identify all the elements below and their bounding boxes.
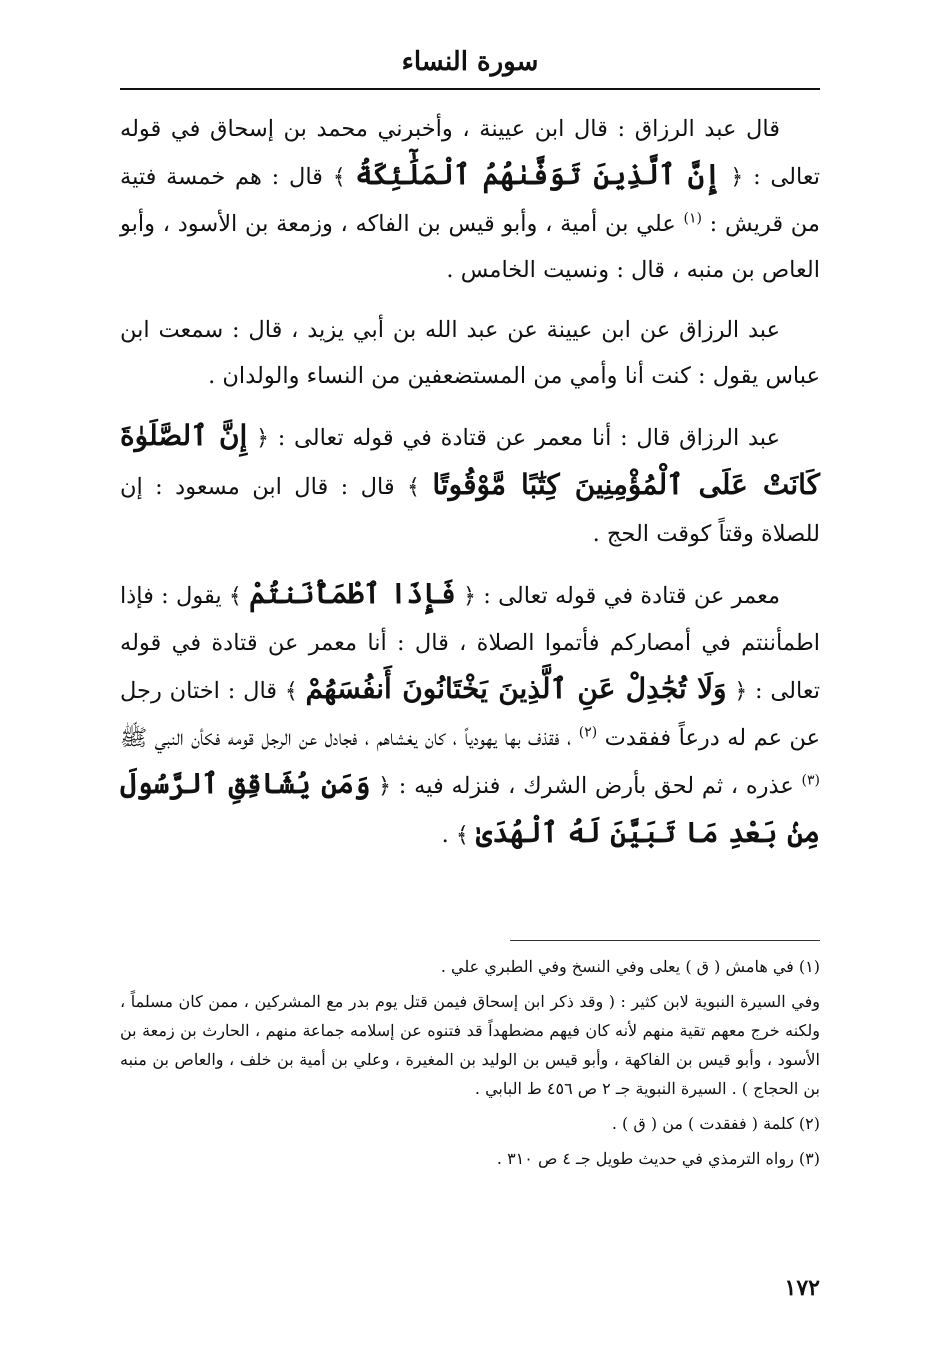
footnote-divider	[510, 940, 820, 941]
header-divider	[120, 88, 820, 90]
quran-close-bracket: ﴾	[332, 165, 346, 190]
quran-close-bracket: ﴾	[284, 679, 298, 704]
footnote-ref[interactable]: (٢)	[578, 724, 598, 741]
text-run: قال : هم خمسة فتية من قريش :	[120, 164, 820, 237]
footnote-ref[interactable]: (١)	[683, 210, 702, 227]
text-run: قال : اختان رجل عن عم له درعاً ففقدت	[120, 678, 820, 751]
quran-verse: فَإِذَا ٱطْمَأْنَنتُمْ	[249, 577, 456, 610]
quran-verse: إِنَّ ٱلَّذِينَ تَوَفَّىٰهُمُ ٱلْمَلَٰٓئِكَةُ	[355, 158, 721, 191]
paragraph-4	[120, 571, 820, 859]
text-run: معمر عن قتادة في قوله تعالى :	[476, 583, 780, 609]
quran-open-bracket: ﴿	[378, 774, 392, 799]
quran-open-bracket: ﴿	[463, 584, 476, 609]
quran-verse: وَمَن يُشَاقِقِ ٱلرَّسُولَ مِنۢ بَعْدِ مَا تَبَيَّنَ لَهُ ٱلْهُدَىٰ	[120, 767, 820, 849]
quran-verse: وَلَا تُجَٰدِلْ عَنِ ٱلَّذِينَ يَخْتَانُونَ أَنفُسَهُمْ	[305, 672, 727, 705]
text-run: قال : قال ابن مسعود : إن للصلاة وقتاً كوقت الحج .	[120, 474, 820, 547]
quran-close-bracket: ﴾	[455, 823, 469, 848]
page-number: ١٧٢	[784, 1275, 820, 1301]
running-header	[120, 40, 820, 84]
text-run: قال عبد الرزاق : قال ابن عيينة ، وأخبرني محمد بن إسحاق في قوله تعالى :	[120, 116, 821, 190]
footnote-ref[interactable]: (٣)	[801, 772, 821, 789]
text-run: عبد الرزاق عن ابن عيينة عن عبد الله بن أبي يزيد ، قال : سمعت ابن عباس يقول : كنت أنا وأمي من المستضعفين من النساء والولدان .	[120, 317, 820, 389]
text-run: عبد الرزاق قال : أنا معمر عن قتادة في قوله تعالى :	[268, 425, 780, 451]
text-run: يقول : فإذا اطمأننتم في أمصاركم فأتموا الصلاة ، قال : أنا معمر عن قتادة في قوله تعالى :	[120, 583, 821, 704]
paragraph-1	[120, 106, 820, 293]
paragraph-2	[120, 307, 820, 399]
quran-verse: إِنَّ ٱلصَّلَوٰةَ كَانَتْ عَلَى ٱلْمُؤْمِنِينَ كِتَٰبًا مَّوْقُوتًا	[120, 419, 821, 501]
text-run: ، فقذف بها يهودياً ، كان يغشاهم ، فجادل عن الرجل قومه فكأن النبي ﷺ	[120, 725, 579, 751]
paragraph-3	[120, 413, 820, 557]
footnote-2: (٢) كلمة ( ففقدت ) من ( ق ) .	[611, 1114, 820, 1133]
text-run: عذره ، ثم لحق بأرض الشرك ، فنزله فيه :	[391, 773, 802, 799]
footnote-1-continued: وفي السيرة النبوية لابن كثير : ( وقد ذكر ابن إسحاق فيمن قتل يوم بدر مع المشركين ، ممن كان مسلماً ، ولكنه خرج معهم تقية منهم لأنه كان فيهم مضطهداً قد فتنوه عن إسلامه جماعة منهم ، الحارث بن زمعة بن الأسود ، وأبو قيس بن الفاكهة ، وأبو قيس بن الوليد بن المغيرة ، وعلي بن أمية بن خلف ، والعاص بن منبه بن الحجاج ) . السيرة النبوية جـ ٢ ص ٤٥٦ ط البابي .	[120, 992, 821, 1098]
text-run: .	[441, 822, 456, 848]
surah-title: سورة النساء	[401, 47, 539, 77]
footnote-3: (٣) رواه الترمذي في حديث طويل جـ ٤ ص ٣١٠ .	[496, 1149, 820, 1168]
quran-open-bracket: ﴿	[734, 679, 748, 704]
footnotes	[120, 952, 820, 1179]
quran-close-bracket: ﴾	[228, 584, 242, 609]
quran-open-bracket: ﴿	[730, 165, 744, 190]
footnote-1: (١) في هامش ( ق ) يعلى وفي النسخ وفي الطبري علي .	[440, 957, 820, 976]
quran-close-bracket: ﴾	[407, 475, 420, 500]
text-run: علي بن أمية ، وأبو قيس بن الفاكه ، وزمعة بن الأسود ، وأبو العاص بن منبه ، قال : ونسيت الخامس .	[120, 211, 820, 283]
book-page	[120, 40, 820, 1310]
quran-open-bracket: ﴿	[256, 426, 269, 451]
main-text	[120, 106, 820, 859]
